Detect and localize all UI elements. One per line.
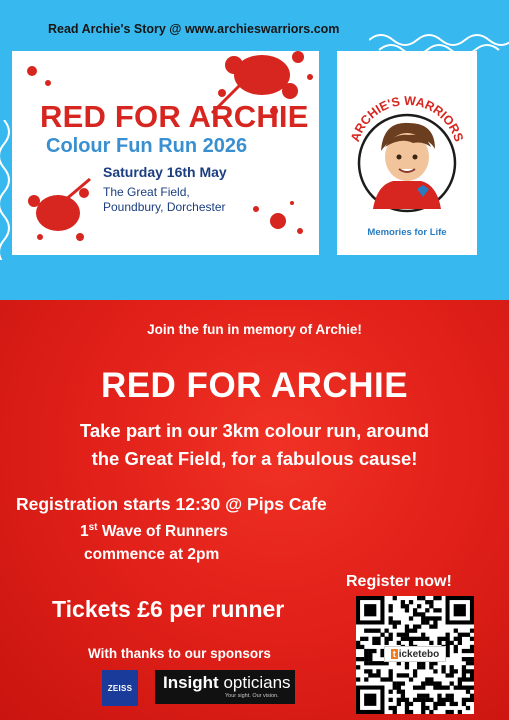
logo-arc-text: ARCHIE'S WARRIORS xyxy=(348,93,466,144)
description-line: the Great Field, for a fabulous cause! xyxy=(91,448,418,469)
register-now-label: Register now! xyxy=(346,573,452,590)
insight-opticians-logo: Insight opticians Your sight. Our vision. xyxy=(155,670,295,704)
description-line: Take part in our 3km colour run, around xyxy=(79,420,430,441)
wave-info: 1st Wave of Runners xyxy=(80,522,228,540)
ticket-price: Tickets £6 per runner xyxy=(52,596,285,622)
registration-info: Registration starts 12:30 @ Pips Cafe xyxy=(16,494,327,514)
story-link[interactable]: Read Archie's Story @ www.archieswarriors.com xyxy=(48,22,340,36)
ticketebo-badge: t icketebo xyxy=(384,646,446,662)
wave-time: commence at 2pm xyxy=(84,546,220,563)
warrior-boy-icon xyxy=(343,81,471,221)
main-title: RED FOR ARCHIE xyxy=(100,366,409,405)
paint-splat-icon xyxy=(18,57,58,97)
join-text: Join the fun in memory of Archie! xyxy=(147,322,362,337)
poster-date: Saturday 16th May xyxy=(103,164,227,180)
qr-code[interactable] xyxy=(356,596,474,714)
paint-splat-icon xyxy=(20,171,100,251)
poster-venue: The Great Field, xyxy=(103,185,190,199)
event-poster xyxy=(12,51,319,255)
top-banner xyxy=(0,0,509,300)
zeiss-logo: ZEISS xyxy=(102,670,138,706)
poster-title: RED FOR ARCHIE xyxy=(40,99,309,134)
logo-tagline: Memories for Life xyxy=(367,227,447,238)
archies-warriors-logo xyxy=(337,51,477,255)
poster-subtitle: Colour Fun Run 2026 xyxy=(46,135,248,157)
poster-venue: Poundbury, Dorchester xyxy=(103,200,226,214)
paint-splat-icon xyxy=(242,191,312,251)
sponsors-heading: With thanks to our sponsors xyxy=(88,646,271,661)
